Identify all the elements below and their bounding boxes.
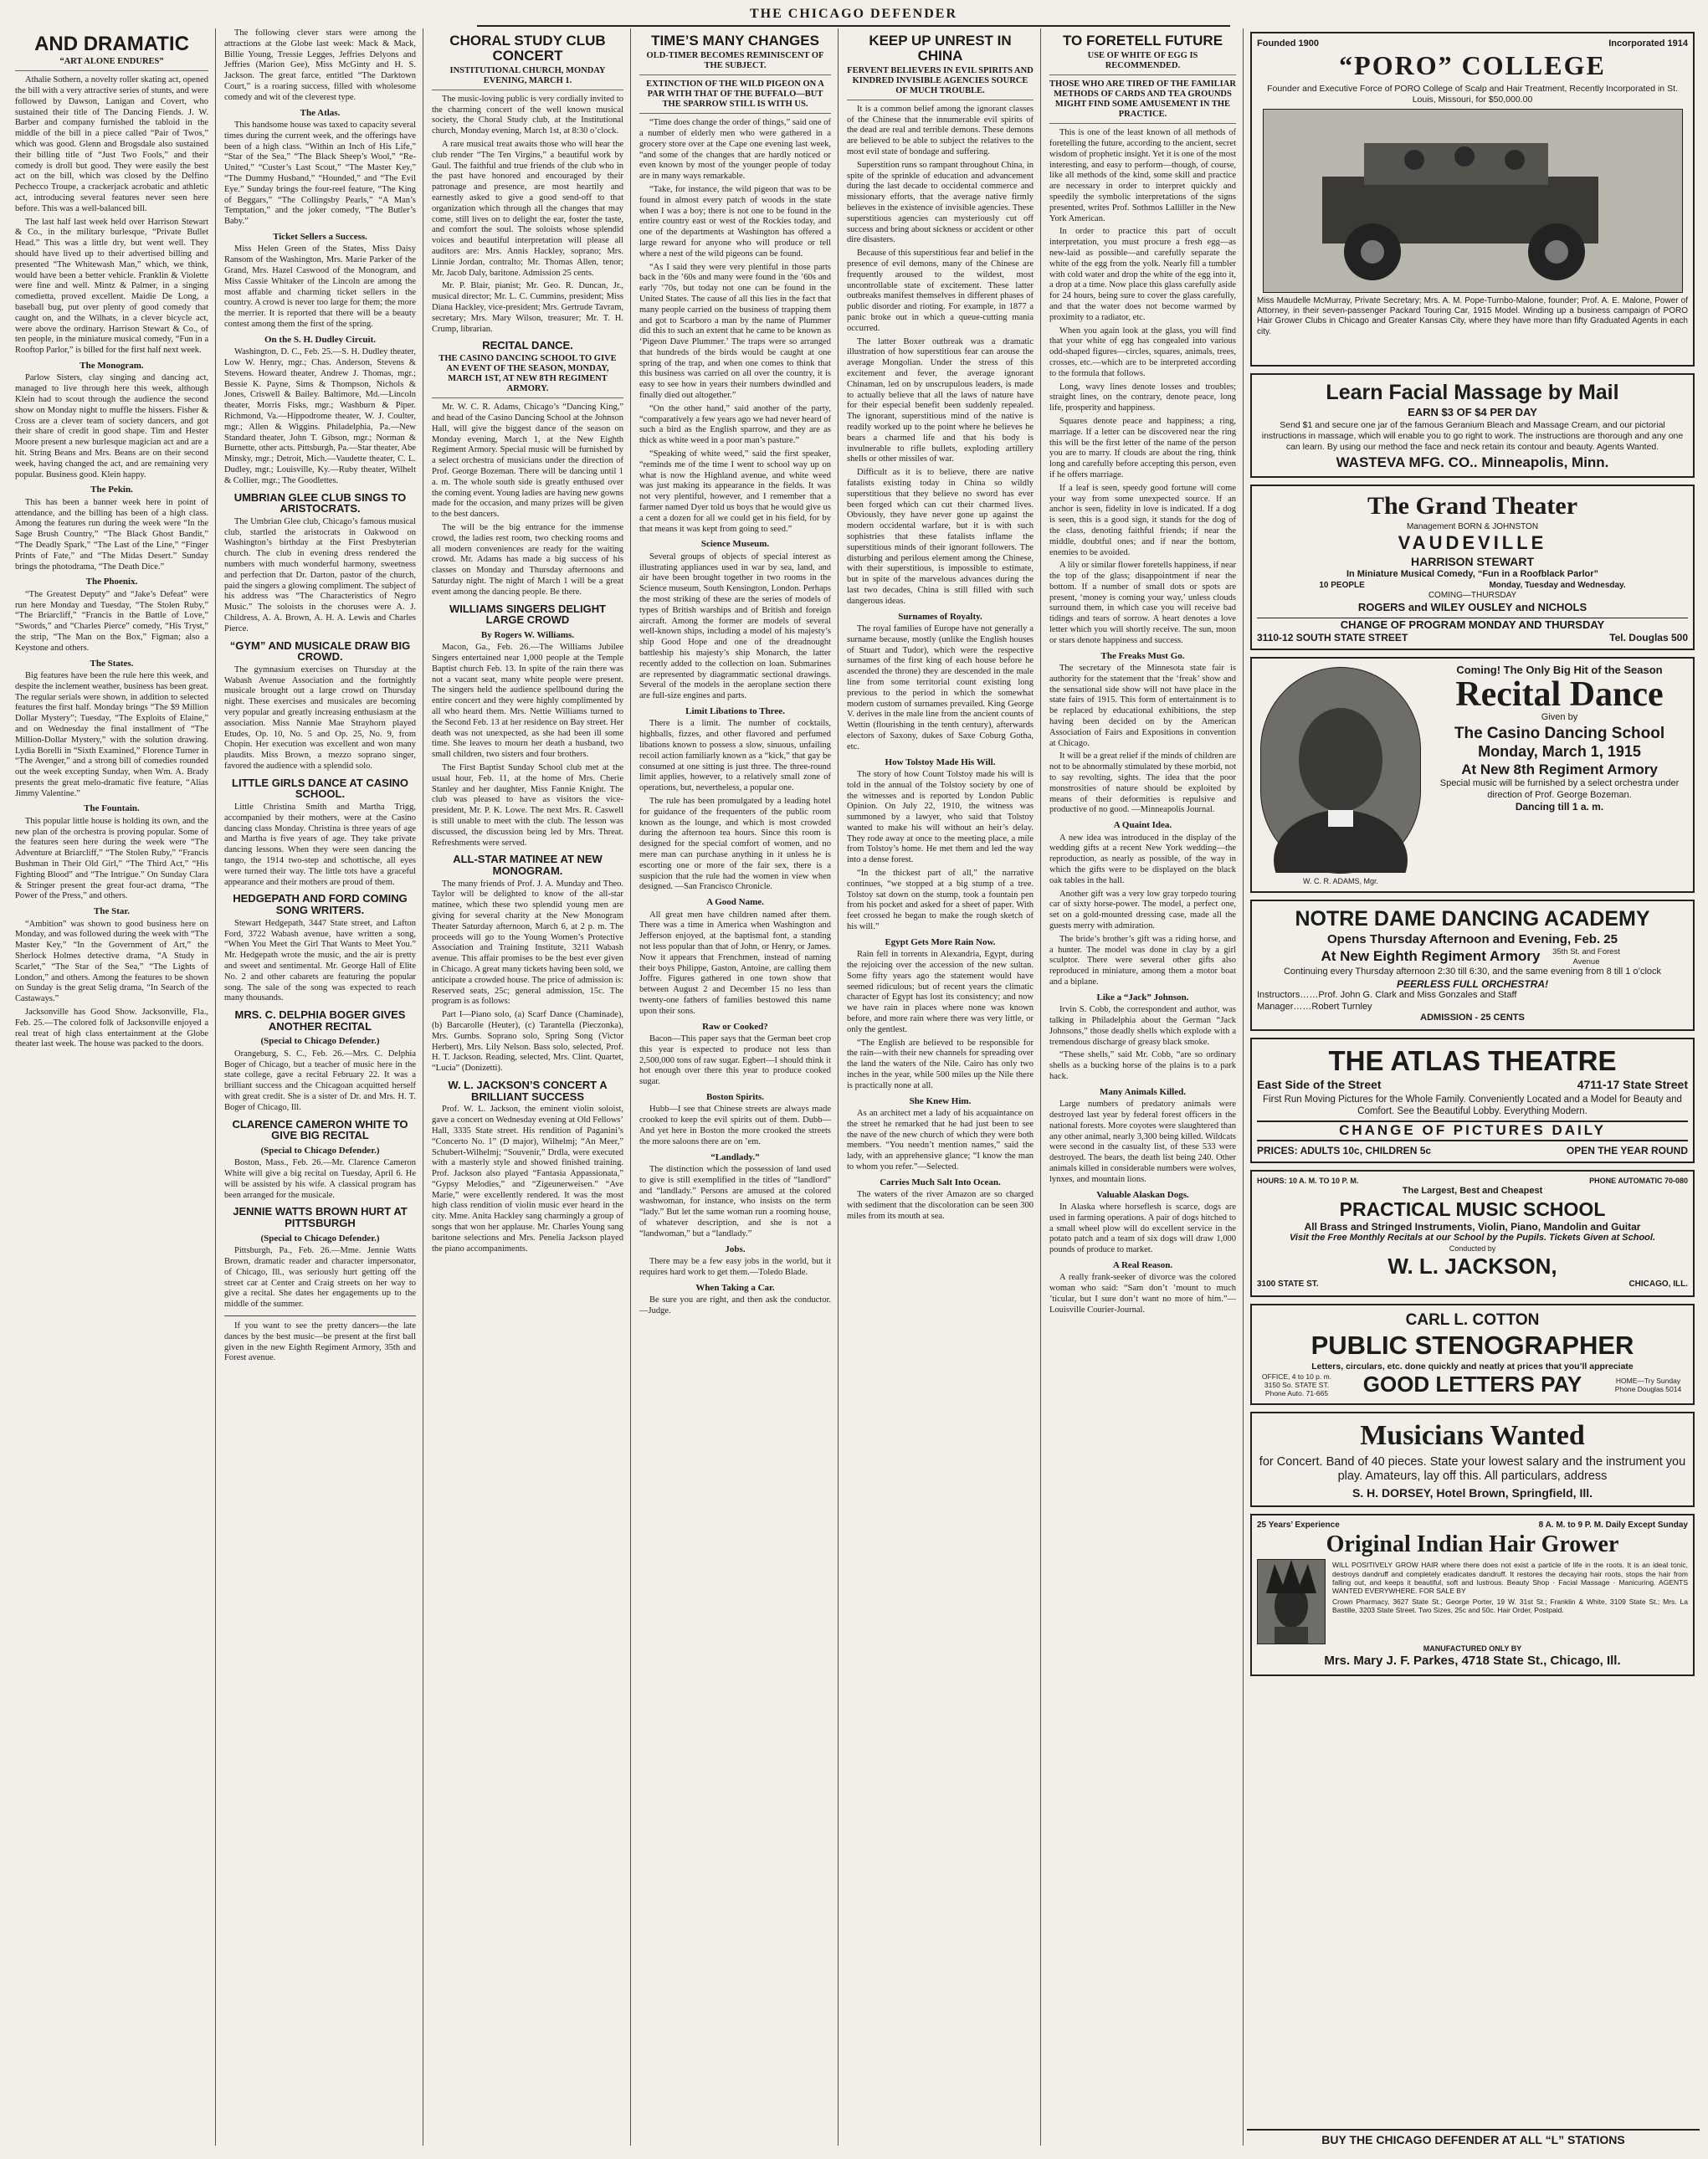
paragraph: The will be the big entrance for the immense crowd, the ladies rest room, two checking rooms and all modern conveniences are ready for the waiting crowd. Mr. Adams has made a big success of his classes on Monday and Thursday afternoons and Saturday night. The night of March 1 will be a great event among the dancing people. Be there. xyxy=(432,523,623,597)
recital-title: Recital Dance xyxy=(1455,675,1664,715)
ad-facial-massage xyxy=(1250,373,1695,478)
subhead-states: The States. xyxy=(90,658,134,669)
paragraph: The following clever stars were among the attractions at the Globe last week: Mack & Mack, Billie Young, Tressie Legges, Jeffries Delyons and Jeffries (Marion Gee), Miss McGinty and H. S. Jackson. The great farce, entitled “The Darktown Court,” is a roaring success, filled with wholesome comedy and wit of the cleverest type. xyxy=(224,28,416,102)
school-address: 3100 STATE ST. xyxy=(1257,1280,1319,1290)
subhead-royalty: Surnames of Royalty. xyxy=(898,611,982,622)
portrait-caption: W. C. R. ADAMS, Mgr. xyxy=(1302,877,1378,886)
subhead-landlady: “Landlady.” xyxy=(710,1151,760,1162)
paragraph: “Ambition” was shown to good business here on Monday, and was followed during the week with “The Master Key,” “In the Government of Art,” the Sherlock Holmes detective drama, “A Study in Scarlet,” “The Star of the Sea,” “The Lights of London,” and others. Among the features to be shown on Sunday is the great Selig drama, “In Search of the Castaways.” xyxy=(15,919,208,1004)
headline-little-girls: LITTLE GIRLS DANCE AT CASINO SCHOOL. xyxy=(232,776,408,801)
recital-armory: At New 8th Regiment Armory xyxy=(1461,761,1658,777)
paragraph: In order to practice this part of occult interpretation, you must procure a fresh egg—as new-laid as possible—and carefully separate the white of the egg from the yolk. Nearly fill a tumbler with cold water and drop the white of the egg into it, a drop at a time. Now place this glass carefully aside for 24 hours, being sure to cover the glass carefully, and that the water does not become warmed by proximity to a radiator, etc. xyxy=(1049,227,1236,322)
grand-headliner: HARRISON STEWART xyxy=(1411,555,1534,569)
byline: By Rogers W. Williams. xyxy=(480,629,575,640)
atlas-side: East Side of the Street xyxy=(1257,1077,1382,1091)
massage-company: WASTEVA MFG. CO.. Minneapolis, Minn. xyxy=(1336,454,1609,470)
column-globe xyxy=(218,28,423,2146)
paragraph: Prof. W. L. Jackson, the eminent violin soloist, gave a concert on Wednesday evening at Old Fellows’ Hall, 3335 State street. His rendition of Paganini’s “Concerto No. 1” (D major), Wilhelmj; “An Meer,” Schubert-Wilhelmj; “Souvenir,” Drdla, were executed with a masterly style and showed finished training. Prof. Jackson also played “Fantasia Appassionata,” “Gypsy Melodies,” and “Zigeunerweisen.” “Ave Marie,” were excellently rendered. It was the most high class rendition of violin music ever heard in the city. Mme. Anita Hackley sang charmingly a group of songs that won her applause. Mr. Charles Young sang baritone selections and Mrs. Penelia Jackson played the piano accompaniments. xyxy=(432,1105,623,1254)
paragraph: Pittsburgh, Pa., Feb. 26.—Mme. Jennie Watts Brown, dramatic reader and character impersonator, of Chicago, Ill., was seriously hurt getting off the street car at Center and Craig streets on her way to give a recital. She dates her engagements up to the middle of the summer. xyxy=(224,1246,416,1310)
musicians-body: for Concert. Band of 40 pieces. State your lowest salary and the instrument you play. Amateurs, lay off this. All particulars, address xyxy=(1259,1454,1686,1484)
portrait-photo xyxy=(1260,667,1421,874)
subhead-salt: Carries Much Salt Into Ocean. xyxy=(880,1177,1001,1187)
massage-earn: EARN $3 OF $4 PER DAY xyxy=(1408,405,1537,418)
school-phone: PHONE AUTOMATIC 70-080 xyxy=(1589,1177,1688,1186)
headline-williams-singers: WILLIAMS SINGERS DELIGHT LARGE CROWD xyxy=(449,602,607,627)
school-title: PRACTICAL MUSIC SCHOOL xyxy=(1339,1197,1606,1220)
subhead-monogram: The Monogram. xyxy=(80,360,144,371)
dek-dramatic: “ART ALONE ENDURES” xyxy=(15,57,208,71)
atlas-address: 4711-17 State Street xyxy=(1577,1077,1688,1091)
headline-foretell-future: TO FORETELL FUTURE xyxy=(1062,33,1223,49)
paragraph: The First Baptist Sunday School club met at the usual hour, Feb. 11, at the home of Mrs. Cherie Stanley and her daughter, Miss Fannie Knight. The club was pleased to have as visitors the vice-president, Mr. P. K. Lowe. The next Mrs. R. Caswell is still unable to meet with the club. The lesson was discussed, the discussion being led by Mrs. Threat. Refreshments were served. xyxy=(432,763,623,848)
paragraph: Long, wavy lines denote losses and troubles; straight lines, on the contrary, denote peace, long life, prosperity and happiness. xyxy=(1049,382,1236,413)
headline-white: CLARENCE CAMERON WHITE TO GIVE BIG RECITAL xyxy=(232,1117,408,1142)
headline-recital-dance: RECITAL DANCE. xyxy=(482,339,573,352)
notre-title: NOTRE DAME DANCING ACADEMY xyxy=(1295,907,1650,931)
musicians-address: S. H. DORSEY, Hotel Brown, Springfield, Ill. xyxy=(1352,1485,1593,1500)
paragraph: Squares denote peace and happiness; a ring, marriage. If a letter can be discovered near the ring this will be the first letter of the name of the person you are to marry. If clouds are about the ring, think long and carefully before accepting this person, even if he offers marriage. xyxy=(1049,416,1236,479)
paragraph: “The Greatest Deputy” and “Jake’s Defeat” were run here Monday and Tuesday, “The Stolen Ruby,” “The Briarcliff,” “Francis in the Battle of Love,” “Swords,” and “Charles Pierce” comedy, “His Tryst,” the strip, “The Man on the Box,” Figman; also a Keystone and others. xyxy=(15,589,208,653)
headline-boger: MRS. C. DELPHIA BOGER GIVES ANOTHER RECITAL xyxy=(234,1008,406,1033)
school-hours: HOURS: 10 A. M. TO 10 P. M. xyxy=(1257,1177,1359,1186)
subhead-alaskan-dogs: Valuable Alaskan Dogs. xyxy=(1096,1189,1189,1200)
paragraph: If a leaf is seen, speedy good fortune will come your way from some unexpected source. If an anchor is seen, fidelity in love is indicated. If a dog is seen, this is a good sign, it stands for the dog of the class, denoting faithful friends; if near the middle, doubtful ones; and if near the bottom, enemies to be avoided. xyxy=(1049,483,1236,557)
musicians-title: Musicians Wanted xyxy=(1360,1420,1585,1452)
school-name: W. L. JACKSON, xyxy=(1387,1253,1557,1279)
notre-opens: Opens Thursday Afternoon and Evening, Feb. 25 xyxy=(1327,931,1618,946)
indian-manufactured: MANUFACTURED ONLY BY xyxy=(1423,1644,1522,1654)
poro-incorporated: Incorporated 1914 xyxy=(1608,38,1688,49)
subhead-fountain: The Fountain. xyxy=(84,803,140,814)
subhead-jobs: Jobs. xyxy=(725,1244,746,1254)
subhead-tolstoy: How Tolstoy Made His Will. xyxy=(885,756,996,767)
dek-china: FERVENT BELIEVERS IN EVIL SPIRITS AND KINDRED INVISIBLE AGENCIES SOURCE OF MUCH TROUBLE. xyxy=(847,66,1034,100)
headline-hedgepath: HEDGEPATH AND FORD COMING SONG WRITERS. xyxy=(233,892,408,917)
paragraph: The Umbrian Glee club, Chicago’s famous musical club, startled the aristocrats in Oakwood on Washington’s birthday at the First Presbyterian church. The club in evening dress rendered the numbers with much wonderful harmony, sweetness and perfection that Dr. Darton, pastor of the church, paid the singers a glowing compliment. The subject of his address was “The Characteristics of Negro Music.” The soloists in the choruses were A. J. Childress, A. A. Brown, A. H. A. Lewis and Charles Pierce. xyxy=(224,516,416,633)
paragraph: Large numbers of predatory animals were destroyed last year by federal forest officers in the national forests. More coyotes were slaughtered than any other animal, nearly 3,300 being killed. Wildcats were second in the casualty list, of these 533 were destroyed. The bears, the death list being 240. Other animals killed in considerable numbers were wolves, lynxes, and mountain lions. xyxy=(1049,1100,1236,1184)
paragraph: The latter Boxer outbreak was a dramatic illustration of how superstitious fear can arouse the average Mongolian. Under the stress of this excitement and fever, the average ignorant Chinaman, led on by unscrupulous leaders, is made to actually believe that all the laws of nature have for their especial benefit been suddenly repealed. The ignorant, superstitious mind of the native is readily worked up to the point where he believes he bears a charmed life and that his body is invulnerable to rifle bullets, exploding artillery shells or other missiles of war. xyxy=(847,336,1034,464)
paragraph: The bride’s brother’s gift was a riding horse, and a hunter. The model was done in clay by a girl sculptor. There were several other gifts also reproduced in miniature, among them a motor boat and a biplane. xyxy=(1049,934,1236,987)
poro-title: “PORO” COLLEGE xyxy=(1339,50,1606,81)
ad-musicians-wanted xyxy=(1250,1412,1695,1507)
ad-music-school xyxy=(1250,1170,1695,1296)
indian-portrait xyxy=(1257,1559,1326,1644)
dek-recital: THE CASINO DANCING SCHOOL TO GIVE AN EVENT OF THE SEASON, MONDAY, MARCH 1ST, AT NEW 8TH REGIMENT ARMORY. xyxy=(432,354,623,398)
column-choral xyxy=(425,28,631,2146)
recital-date: Monday, March 1, 1915 xyxy=(1478,742,1641,760)
school-city: CHICAGO, ILL. xyxy=(1628,1280,1688,1290)
cotton-name: CARL L. COTTON xyxy=(1405,1310,1540,1329)
paragraph: Jacksonville has Good Show. Jacksonville, Fla., Feb. 25.—The colored folk of Jacksonville enjoyed a real treat of high class entertainment at the Globe theater last week. The house was packed to the doors. xyxy=(15,1008,208,1049)
dek-egg: USE OF WHITE OF EGG IS RECOMMENDED. xyxy=(1049,51,1236,75)
headline-times-changes: TIME’S MANY CHANGES xyxy=(651,33,819,49)
headline-choral-study: CHORAL STUDY CLUB CONCERT xyxy=(449,33,606,64)
paragraph: As an architect met a lady of his acquaintance on the street he remarked that he had just been to see the nave of the new church of which they were both members. “You needn’t mention names,” said the lady, with an apprehensive glance; “I know the man to whom you refer.”—Selected. xyxy=(847,1109,1034,1172)
paragraph: “These shells,” said Mr. Cobb, “are so ordinary shells as a bucking horse of the plains is to a park hack. xyxy=(1049,1050,1236,1081)
headline-gym: “GYM” AND MUSICALE DRAW BIG CROWD. xyxy=(229,638,411,664)
cotton-office: OFFICE, 4 to 10 p. m. 3150 So. STATE ST. Phone Auto. 71-665 xyxy=(1261,1372,1332,1398)
paragraph: It will be a great relief if the minds of children are not to be abnormally stimulated by these morbid, not to say revolting, sights. The idea that the poor monstrosities of nature should be exploited by means of their deformities is repulsive and productive of no good. —Minneapolis Journal. xyxy=(1049,751,1236,815)
grand-address: 3110-12 SOUTH STATE STREET xyxy=(1257,631,1408,644)
paragraph: Several groups of objects of special interest as illustrating appliances used in war by sea, land, and air have been brought together in two rooms in the Science museum, South Kensington, London. Perhaps the most striking of these are the series of models of types of British warships and of British and foreign aircraft. Among the former are models of several well-known ships, including a model of his majesty’s ship Good Hope and one of the dreadnought battleship his majesty’s ship Monarch, the latter recently added to the collection on loan. Submarines are represented by diagrammatic sectional drawings. Several of the models in the aeroplane section there are full-size engines and parts. xyxy=(639,551,831,701)
atlas-change: CHANGE OF PICTURES DAILY xyxy=(1257,1121,1688,1141)
atlas-prices: PRICES: ADULTS 10c, CHILDREN 5c xyxy=(1257,1144,1432,1156)
ad-notre-dame xyxy=(1250,900,1695,1030)
paragraph: Parlow Sisters, clay singing and dancing act, managed to live through here this week, although Klein had to scout through the audience the second show on Monday night to muffle the hissers. Fisher & Cross are a clever team of society dancers, and got their share of credit in good shape. Tim and Hester Moore present a new burlesque magician act and are a hit. String Beans and Mrs. Beans are on their second week, having changed the act, and are remaining very popular. Business good. Klein happy. xyxy=(15,373,208,479)
paragraph: Miss Helen Green of the States, Miss Daisy Ransom of the Washington, Mrs. Marie Parker of the Grand, Mrs. Hazel Caswood of the Monogram, and Miss Cassie Whitaker of the Lincoln are among the most affable and charming ticket sellers in the country. A crowd is never too large for them; the more the merrier. It is reported that there will be a beauty contest among them the first of the spring. xyxy=(224,244,416,329)
subhead-real-reason: A Real Reason. xyxy=(1112,1259,1173,1270)
headline-umbrian: UMBRIAN GLEE CLUB SINGS TO ARISTOCRATS. xyxy=(233,490,407,515)
paragraph: This popular little house is holding its own, and the new plan of the orchestra is proving popular. Some of the features seen here during the week were “The Adventure at Briarcliff,” “The Stolen Ruby,” “Francis Bushman in Their Old Girl,” “The Third Act,” “His Fighting Blood” and “The Intrigue.” On Sunday Clara & Stringer present the great four-act drama, “The Power of the Press,” and others. xyxy=(15,816,208,901)
paragraph: A rare musical treat awaits those who will hear the club render “The Ten Virgins,” a beautiful work by Gaul. The faithful and true friends of the club who in the past have honored and encouraged by their patronage and presence, are most heartily and earnestly asked to give a good send-off to that organization which through all the changes that may come, still lives on to delight the ear, foster the taste, and comfort the soul. The soloists whose splendid voices and beautiful interpretation will please all auditors are: Mrs. Annis Hackley, soprano; Mrs. Linnie Jordan, contralto; Mr. Thomas Allen, tenor; Mr. Jacob Daly, baritone. Admission 25 cents. xyxy=(432,140,623,278)
indian-years: 25 Years’ Experience xyxy=(1257,1520,1340,1530)
massage-title: Learn Facial Massage by Mail xyxy=(1326,381,1619,404)
paragraph: “Time does change the order of things,” said one of a number of elderly men who were gathered in a grocery store over at the Cape one evening last week, “and some of the changes that are hardly noticed or even known by most of the younger people of today are in many ways remarkable. xyxy=(639,118,831,182)
indian-maker: Mrs. Mary J. F. Parkes, 4718 State St., Chicago, Ill. xyxy=(1324,1654,1621,1669)
paragraph: The music-loving public is very cordially invited to the charming concert of the well known musical society, the Choral Study club, at the Institutional church, Monday evening, March 1st, at 8:30 o’clock. xyxy=(432,94,623,136)
masthead: THE CHICAGO DEFENDER xyxy=(477,7,1230,27)
notre-street: 35th St. and Forest Avenue xyxy=(1552,947,1620,967)
grand-acts: ROGERS and WILEY OUSLEY and NICHOLS xyxy=(1357,600,1587,613)
paragraph: “Speaking of white weed,” said the first speaker, “reminds me of the time I went to school way up on what is now the Highland avenue, and white weed was just making its appearance in the fields. It was not very plentiful, however, and I remember that a farmer named Dyer told us boys that he would give us a cent a dozen for all we could get in his field, for by that means it was kept from going to seed.” xyxy=(639,449,831,534)
poro-founded: Founded 1900 xyxy=(1257,38,1319,49)
cotton-sub: Letters, circulars, etc. done quickly and neatly at prices that you’ll appreciate xyxy=(1311,1361,1634,1372)
paragraph: The secretary of the Minnesota state fair is authority for the statement that the ‘freak’ show and the sensational side show will not have place in the state fairs of 1915. This form of entertainment is to be replaced by educational exhibitions, the step having been decided on by the American Association of Fairs and Expositions in convention at Chicago. xyxy=(1049,664,1236,748)
column-china xyxy=(840,28,1041,2146)
column-times-changes xyxy=(633,28,839,2146)
paragraph: Macon, Ga., Feb. 26.—The Williams Jubilee Singers entertained near 1,000 people at the Temple Baptist church Feb. 13. In spite of the rain there was not a vacant seat, many white people were present. The singers held the audience spellbound during the entire concert and they were highly complimented by all who heard them. Mrs. Nettie Williams turned to the Second Feb. 13 at her residence on Bay street. Her death was not unexpected, as she had been ill some time. She leaves to mourn her death a husband, two small children, two sisters and four brothers. xyxy=(432,643,623,760)
subhead-dudley-circuit: On the S. H. Dudley Circuit. xyxy=(264,334,377,345)
headline-jackson-concert: W. L. JACKSON’S CONCERT A BRILLIANT SUCCESS xyxy=(448,1079,608,1103)
subhead-museum: Science Museum. xyxy=(700,539,770,550)
paragraph: A new idea was introduced in the display of the wedding gifts at a recent New York wedding—the reproduction, as nearly as possible, of the way in which the gifts were to be displayed on the black oak tables in the hall. xyxy=(1049,833,1236,885)
headline-china-unrest: KEEP UP UNREST IN CHINA xyxy=(869,33,1012,64)
paragraph: The royal families of Europe have not generally a surname because, mostly (unlike the English houses of Stuart and Tudor), which were the respective surnames of the first king of each house before he ascended the throne) they are descended in the male line from some territorial count existing long previous to the period in which the somewhat modern custom of surnames prevailed. King George V. derives in the male line from the ancient counts of Wettin (flourishing in the tenth century), afterwards electors of Saxony, dukes of Saxe Coburg Gotha, etc. xyxy=(847,623,1034,751)
paragraph: This handsome house was taxed to capacity several times during the current week, and the offerings have been of a high class. “Within an Inch of His Life,” “Star of the Sea,” “The Black Sheep’s Wool,” “Re-United,” “Custer’s Last Scout,” “The Master Key,” “The Dummy Husband,” “Hounded,” and “The Evil Eye.” Sunday brings the four-reel feature, “The King of Beggars,” “The Collingsby Pearls,” “A Man’s Temptation,” and the joker comedy, “The Butler’s Baby.” xyxy=(224,120,416,227)
subhead-raw-cooked: Raw or Cooked? xyxy=(702,1021,768,1032)
paragraph: “Take, for instance, the wild pigeon that was to be found in almost every patch of woods in the state when I was a boy; there is not one to be found in the entire country east or west of the Rockies today, and one of the departments at Washington has offered a large reward for anyone who will produce or tell where a nest of the wild pigeons can be found. xyxy=(639,184,831,259)
ad-grand-theater xyxy=(1250,485,1695,650)
paragraph: Mr. W. C. R. Adams, Chicago’s “Dancing King,” and head of the Casino Dancing School at the Johnson Hall, will give the biggest dance of the season on Monday evening, March 1, at the New Eighth Regiment Armory. Special music will be furnished by a select orchestra of musicians under the direction of Prof. George Bozeman. There will be dancing until 1 a. m. The whole south side is greatly enthused over the coming event. Young ladies are having new gowns made for the occasion, and many prizes will be given to the best dancers. xyxy=(432,403,623,520)
dek-pigeon: EXTINCTION OF THE WILD PIGEON ON A PAR WITH THAT OF THE BUFFALO—BUT THE SPARROW STILL IS WITH US. xyxy=(639,79,831,114)
grand-show: In Miniature Musical Comedy, “Fun in a Roofblack Parlor” xyxy=(1346,569,1599,580)
subhead-taking-car: When Taking a Car. xyxy=(695,1282,775,1293)
subhead-libations: Limit Libations to Three. xyxy=(685,706,785,716)
grand-management: Management BORN & JOHNSTON xyxy=(1406,522,1539,532)
paragraph: There is a limit. The number of cocktails, highballs, fizzes, and other flavored and perfumed libations known to possess a slow, sinuous, unfailing recoil action familiarly known as a “kick,” that gay be consumed at one sitting is just three. The three-round limit applies, however, to a relatively small zone of operations, but, nevertheless, a popular one. xyxy=(639,719,831,793)
paragraph: Part I—Piano solo, (a) Scarf Dance (Chaminade), (b) Barcarolle (Heuter), (c) Tarantella (Pieczonka), Mrs. Gumbs. Soprano solo, Spring Song (Victor Herbert), Mrs. Lily Nelson. Bass solo, selected, Prof. H. T. Jackson. Reading, selected, Mrs. Clint. Quartet, “Lucia” (Donizetti). xyxy=(432,1010,623,1074)
automobile-photo xyxy=(1263,109,1683,293)
column-advertisements xyxy=(1245,28,1700,2146)
paragraph: The waters of the river Amazon are so charged with sediment that the discoloration can be seen 300 miles from its mouth at sea. xyxy=(847,1190,1034,1221)
byline: (Special to Chicago Defender.) xyxy=(260,1036,380,1047)
subhead-animals: Many Animals Killed. xyxy=(1100,1086,1186,1097)
subhead-jack-johnson: Like a “Jack” Johnson. xyxy=(1096,992,1189,1003)
indian-body: WILL POSITIVELY GROW HAIR where there does not exist a particle of life in the roots. It is an ideal tonic, destroys dandruff and completely eradicates dandruff. It restores the decaying hair roots, stops the hair from falling out, and keeps it beautiful, soft and lustrous. Beauty Shop · Facial Massage · Manicuring. AGENTS WANTED EVERYWHERE. FOR SALE BY xyxy=(1332,1561,1688,1596)
ad-indian-hair-grower xyxy=(1250,1514,1695,1676)
ad-poro-college xyxy=(1250,32,1695,367)
atlas-body: First Run Moving Pictures for the Whole Family. Conveniently Located and a Model for Beauty and Comfort. See the Beautiful Lobby. Everything Modern. xyxy=(1263,1094,1682,1116)
poro-caption: Miss Maudelle McMurray, Private Secretary; Mrs. A. M. Pope-Turnbo-Malone, founder; Prof. A. E. Malone, Power of Attorney, in their seven-passenger Packard Touring Car, 1915 Model. Winding up a business campaign of PORO Hair Grower Clubs in Chicago and Greater Kansas City, where they have more than fifty Graduated Agents in each city. xyxy=(1257,296,1688,336)
paragraph: The rule has been promulgated by a leading hotel for guidance of the frequenters of the public room known as the lounge, and which is most crowded during the afternoon tea hours. Since this room is designed for the special comfort of women, and no mere man can purchase anything in it unless he is escorting one or more of the fair sex, there is a suspicion that the rule had the women in view when designed. —San Francisco Chronicle. xyxy=(639,796,831,892)
subhead-quaint-idea: A Quaint Idea. xyxy=(1113,820,1172,831)
headdress-icon xyxy=(1258,1560,1325,1644)
recital-coming: Coming! The Only Big Hit of the Season xyxy=(1456,664,1663,677)
grand-vaudeville: VAUDEVILLE xyxy=(1398,532,1547,554)
cotton-home: HOME—Try Sunday Phone Douglas 5014 xyxy=(1614,1376,1682,1394)
recital-school: The Casino Dancing School xyxy=(1454,724,1665,742)
touring-car-icon xyxy=(1264,110,1682,292)
paragraph: “In the thickest part of all,” the narrative continues, “we stopped at a big stump of a tree. Tolstoy sat down on the stump, took a fountain pen from his pocket and asked for a sheet of paper. With feet crossed he began to make the rough sketch of his will.” xyxy=(847,869,1034,932)
dek-choral: INSTITUTIONAL CHURCH, MONDAY EVENING, MARCH 1. xyxy=(432,66,623,90)
poro-description: Founder and Executive Force of PORO College of Scalp and Hair Treatment, Recently Incorporated in St. Louis, Missouri, for $50,000.00 xyxy=(1267,84,1678,105)
paragraph: Bacon—This paper says that the German beet crop this year is expected to produce not less than 2,500,000 tons of raw sugar. Egbert—I should think it hot enough over there this year to produce cooked sugar. xyxy=(639,1033,831,1087)
paragraph: Irvin S. Cobb, the correspondent and author, was talking in Philadelphia about the German “Jack Johnsons,” those deadly shells which explode with a tremendous discharge of greasy black smoke. xyxy=(1049,1005,1236,1047)
subhead-pekin: The Pekin. xyxy=(90,485,133,495)
notre-continuing: Continuing every Thursday afternoon 2:30 till 6:30, and the same evening from 8 till 1 o’clock xyxy=(1283,967,1662,977)
subhead-boston: Boston Spirits. xyxy=(705,1091,765,1102)
headline-all-star: ALL-STAR MATINEE AT NEW MONOGRAM. xyxy=(453,853,603,878)
recital-music: Special music will be furnished by a select orchestra under direction of Prof. George Bozeman. xyxy=(1439,778,1680,800)
dek-old-timer: OLD-TIMER BECOMES REMINISCENT OF THE SUBJECT. xyxy=(639,51,831,75)
ad-atlas-theatre xyxy=(1250,1038,1695,1164)
paragraph: Another gift was a very low gray torpedo touring car of sixty horse-power. The model, a perfect one, set on a gold-mounted dressing case, made all the guests merry with admiration. xyxy=(1049,889,1236,931)
column-foretell xyxy=(1043,28,1244,2146)
paragraph: When you again look at the glass, you will find that your white of egg has congealed into various odd-shaped figures—circles, squares, animals, trees, crosses, etc.—which are to be interpreted according to the formula that follows. xyxy=(1049,326,1236,378)
portrait-icon xyxy=(1261,668,1420,873)
headline-dramatic: AND DRAMATIC xyxy=(34,33,189,55)
byline: (Special to Chicago Defender.) xyxy=(260,1145,380,1156)
atlas-open: OPEN THE YEAR ROUND xyxy=(1566,1144,1688,1156)
atlas-title: THE ATLAS THEATRE xyxy=(1328,1044,1617,1076)
headline-jennie-brown: JENNIE WATTS BROWN HURT AT PITTSBURGH xyxy=(233,1205,408,1230)
paragraph: Little Christina Smith and Martha Trigg, accompanied by their mothers, were at the Casino dancing class Monday. Christina is three years of age and Martha is five years of age. They take private dancing lessons. When they were seen dancing the tango, the 1914 two-step and schottische, all eyes were turned their way. The little tots have a graceful appearance and their mothers are proud of them. xyxy=(224,803,416,887)
footer-buy-defender: BUY THE CHICAGO DEFENDER AT ALL “L” STATIONS xyxy=(1247,2129,1700,2149)
paragraph: “As I said they were very plentiful in those parts back in the ’60s and many were found in the ’60s and early ’70s, but today not one can be found in the United States. The cause of all this lies in the fact that many people carried on the business of trapping them and got to Scarboro a man by the name of Plummer did this to such an extent that he came to be known as ‘Pigeon Dave Plummer.’ The traps were so arranged that hundreds of the birds would be caught at one spring of the trap, and when one comes to think that this business was carried on all over the country, it is easy to see how in years their numbers dwindled and finally died out altogether.” xyxy=(639,262,831,401)
paragraph: There may be a few easy jobs in the world, but it requires hard work to get them.—Toledo Blade. xyxy=(639,1256,831,1277)
paragraph: The distinction which the possession of land used to give is still exemplified in the titles of “landlord” and “landlady.” Persons are amused at the colored washwoman, for instance, who insists on the term “lady.” But let the same woman run a rooming house, of whatever description, and she is not a “landwoman,” but a “landlady.” xyxy=(639,1164,831,1238)
paragraph: The many friends of Prof. J. A. Munday and Theo. Taylor will be delighted to know of the all-star matinee, which these two splendid young men are giving for several charity at the New Monogram Theater Saturday afternoon, March 6, at 2 p. m. The proceeds will go to the Young Women’s Protective Association and Training Institute, 3211 Wabash avenue. This affair promises to be the best ever given in Chicago. A great many tickets having been sold, we anticipate a crowded house. The price of admission is: Reserved seats, 25c; general admission, 15c. The program is as follows: xyxy=(432,879,623,1007)
grand-telephone: Tel. Douglas 500 xyxy=(1609,631,1688,644)
subhead-egypt: Egypt Gets More Rain Now. xyxy=(885,936,996,947)
paragraph: Superstition runs so rampant throughout China, in spite of the sprinkle of education and advancement during the last decade to occidental commerce and missionary efforts, that the average native firmly believes in the existence of invisible agencies. These superstitious agencies can mysteriously cut off success and bring about sickness or accident or other dire disasters. xyxy=(847,160,1034,245)
recital-given-by: Given by xyxy=(1541,712,1578,723)
massage-body: Send $1 and secure one jar of the famous Geranium Bleach and Massage Cream, and our pictorial instructions in massage, which will enable you to go right to work. The instructions are thorough and any one can learn. By using our method the face and neck retain its contour and beauty. Agents Wanted. xyxy=(1261,420,1684,452)
paragraph: Orangeburg, S. C., Feb. 26.—Mrs. C. Delphia Boger of Chicago, but a teacher of music here in the state college, gave a recital February 22. It was a brilliant success and the Chicagoan acquitted herself with great credit. She is a sister of Dr. and Mrs. H. T. Boger of Chicago, Ill. xyxy=(224,1049,416,1112)
grand-days: Monday, Tuesday and Wednesday. xyxy=(1489,580,1626,590)
school-instruments: All Brass and Stringed Instruments, Violin, Piano, Mandolin and Guitar xyxy=(1304,1220,1641,1233)
grand-title: The Grand Theater xyxy=(1367,492,1578,521)
column-dramatic xyxy=(8,28,216,2146)
paragraph: It is a common belief among the ignorant classes of the Chinese that the innumerable evil spirits of the dead are real and terrible demons. These demons are believed to be able to subject the relatives to the most evil state of bondage and suffering. xyxy=(847,104,1034,157)
subhead-star: The Star. xyxy=(94,906,130,917)
indian-hours: 8 A. M. to 9 P. M. Daily Except Sunday xyxy=(1538,1520,1688,1530)
notre-armory: At New Eighth Regiment Armory xyxy=(1321,948,1541,965)
subhead-atlas: The Atlas. xyxy=(300,107,341,118)
paragraph: The story of how Count Tolstoy made his will is told in the annual of the Tolstoy society by one of the witnesses and is reported by London Public Opinion. On July 22, 1910, the witness was summoned by a lawyer, who said that Tolstoy wanted to make his will without an heir’s delay. They rode away at once to the meeting place, a mile from Tolstoy’s home. He met them and led the way into a dense forest. xyxy=(847,769,1034,865)
paragraph: The gymnasium exercises on Thursday at the Wabash Avenue Association and the fortnightly musicale brought out a large crowd on Thursday night. These exercises and musicales are becoming very popular and greatly increasing enthusiasm at the association. Miss Nannie Mae Strayhorn played Etudes, Op. 10, No. 5 and Op. 25, No. 9, from Chopin. Her execution was excellent and won many plaudits. Miss Brown, a mezzo soprano singer, favored the audience with a splendid solo. xyxy=(224,664,416,771)
grand-coming: COMING—THURSDAY xyxy=(1428,590,1517,600)
notre-admission: ADMISSION - 25 CENTS xyxy=(1420,1013,1525,1023)
subhead-good-name: A Good Name. xyxy=(706,897,764,908)
school-conducted: Conducted by xyxy=(1449,1244,1496,1253)
paragraph: Rain fell in torrents in Alexandria, Egypt, during the rejoicing over the accession of the new sultan. Some fifty years ago the statement would have seemed ridiculous; but of recent years the climatic character of Egypt has lost its consistency; and now we have rain in places where none was known before, and more rain where there was very little, or only the gentlest. xyxy=(847,950,1034,1034)
paragraph: This has been a banner week here in point of attendance, and the billing has been of a high class. Among the features run during the week were “In the Sage Brush Country,” “The Black Ghost Bandit,” “The Deadly Spark,” “The Last of the Line,” “Finger Prints of Fate,” and “The Midas Desert.” Sunday brings the photodrama, “The Death Dice.” xyxy=(15,497,208,572)
paragraph: A really frank-seeker of divorce was the colored woman who said: “Sam don’t ’mount to much ’ticular, but I sure don’t want no more of him.”—Louisville Courier-Journal. xyxy=(1049,1273,1236,1315)
dek-tea-grounds: THOSE WHO ARE TIRED OF THE FAMILIAR METHODS OF CARDS AND TEA GROUNDS MIGHT FIND SOME AMUSEMENT IN THE PRACTICE. xyxy=(1049,79,1236,124)
notre-instructors: Instructors……Prof. John G. Clark and Miss Gonzales and Staff xyxy=(1257,990,1517,1001)
paragraph: Because of this superstitious fear and belief in the presence of evil demons, many of the Chinese are frequently aroused to the wildest, most uncontrollable state of excitement. These latter outbreaks manifest themselves in different phases of public disorder and rioting. For example, in 1877 a panic broke out in which a queue-cutting mania occurred. xyxy=(847,249,1034,333)
indian-dealers: Crown Pharmacy, 3627 State St.; George Porter, 19 W. 31st St.; Franklin & White, 3109 State St.; Mrs. La Bastille, 3203 State Street. Two Sizes, 25c and 50c. Hair Order, Postpaid. xyxy=(1332,1597,1688,1615)
ad-stenographer xyxy=(1250,1304,1695,1406)
paragraph: Hubb—I see that Chinese streets are always made crooked to keep the evil spirits out of them. Dubb—And yet here in Boston the more crooked the streets the more saloons there are on ’em. xyxy=(639,1105,831,1146)
subhead-ticket-sellers: Ticket Sellers a Success. xyxy=(273,231,367,242)
recital-until: Dancing till 1 a. m. xyxy=(1515,801,1604,813)
grand-people: 10 PEOPLE xyxy=(1319,580,1365,590)
paragraph: Be sure you are right, and then ask the conductor.—Judge. xyxy=(639,1295,831,1315)
cotton-title: PUBLIC STENOGRAPHER xyxy=(1310,1330,1634,1360)
divider xyxy=(224,1315,416,1316)
paragraph: Athalie Sothern, a novelty roller skating act, opened the bill with a very attractive series of stunts, and were followed by Dawson, Lanigan and Covert, who sustained their title of The Dancing Fiends. J. W. Barber and company furnished the tabloid in the middle of the bill in a piece called “Pair of Twos,” which was good. Glenn and Brogsdale also sustained their billing title of “Just Two Fools,” and their comedy is droll but good. They were easily the best act on the bill, which was closed by the Delfino Pechecco Troupe, a crackerjack acrobatic and athletic act, introducing several features never seen here before. This was a well-balanced bill. xyxy=(15,75,208,213)
paragraph: In Alaska where horseflesh is scarce, dogs are used in farming operations. A pair of dogs hitched to a small wheel plow will do excellent service in the potato patch and a team of six dogs will draw 1,000 pounds of produce to market. xyxy=(1049,1202,1236,1255)
byline: (Special to Chicago Defender.) xyxy=(260,1233,380,1244)
cotton-good-letters: GOOD LETTERS PAY xyxy=(1362,1372,1582,1397)
paragraph: A lily or similar flower foretells happiness, if near the top of the glass; disappointment if near the bottom. If a number of small dots or spots are present, ‘money is coming your way,’ unless clouds surround them, in which case you will receive bad tidings and tears of sorrow. A heart denotes a love letter which you will shortly receive. The sun, moon or stars denote happiness and success. xyxy=(1049,561,1236,645)
subhead-phoenix: The Phoenix. xyxy=(85,577,138,587)
paragraph: Difficult as it is to believe, there are native fatalists existing today in China so wildly superstitious that they believe no sword has ever been forged which can cut their charmed lives. Obviously, they have never gone up against the modern occidental warfare, but it is with such sophistries that these fatalists inflame the superstitious minds of their ignorant followers. The disturbing and perilous element among the Chinese, with their superstitious, is impossible to estimate, but in spite of the marvelous advances during the last two decades, China is still filled with such dangerous ideas. xyxy=(847,468,1034,606)
school-sub: The Largest, Best and Cheapest xyxy=(1402,1186,1543,1197)
paragraph: All great men have children named after them. There was a time in America when Washington and Jefferson enjoyed, at the baptismal font, a standing not less popular than that of John, or Henry, or James. Now it appears that Frenchmen, instead of naming their boys Philippe, Gaston, Antoine, are calling them Joffre. Figures gathered in one town show that between August 2 and December 15 no less than twenty-one fathers of families bestowed this name upon their sons. xyxy=(639,910,831,1016)
school-visit: Visit the Free Monthly Recitals at our School by the Pupils. Tickets Given at School. xyxy=(1289,1233,1656,1244)
paragraph: Washington, D. C., Feb. 25.—S. H. Dudley theater, Low W. Henry, mgr.; Chas. Anderson, Stevens & Stevens. Howard theater, Andrew J. Thomas, mgr.; Bessie K. Payne, Sims & Thompson, Nichols & Jones, Criswell & Bailey. Baltimore, Md.—Lincoln theater, Morris Fisks, mgr.; Washburn & Piper. Richmond, Va.—Hippodrome theater, W. J. Coulter, mgr.; Allen & Wiggins. Philadelphia, Pa.—New Standard theater, John T. Gibson, mgr.; Norman & Burnette, other acts. Pittsburgh, Pa.—Star theater, Abe Minsky, mgr.; Detroit, Mich.—Vaudette theater, C. L. Dudley, mgr.; Louisville, Ky.—Ruby theater, Wilhelt & Collier, mgr.; The Goodlettes. xyxy=(224,347,416,485)
paragraph: Mr. P. Blair, pianist; Mr. Geo. R. Duncan, Jr., musical director; Mr. L. C. Cummins, president; Miss Diana Hackley, vice-president; Mrs. Gertrude Tavram, secretary; Mrs. Mary Wilson, treasurer; Mr. T. H. Crump, librarian. xyxy=(432,281,623,334)
grand-change: CHANGE OF PROGRAM MONDAY AND THURSDAY xyxy=(1340,618,1605,631)
paragraph: Boston, Mass., Feb. 26.—Mr. Clarence Cameron White will give a big recital on Tuesday, April 6. He will be assisted by his wife. A classical program has been arranged for the musicale. xyxy=(224,1158,416,1200)
paragraph: “The English are believed to be responsible for the rain—with their new channels for spreading over the land the waters of the Nile. Cairo has only two inches in the year, while 500 miles up the Nile there is practically none at all. xyxy=(847,1038,1034,1090)
subhead-freaks: The Freaks Must Go. xyxy=(1100,650,1185,661)
paragraph: This is one of the least known of all methods of foretelling the future, according to the ancient, secret wisdom of prophetic insight. Yet it is one of the most interesting, and easy to perform—though, of course, like all methods of the kind, some skill and practice are necessary in order to interpret quickly and speedily the symbolic interpretations of the signs presented, writes Prof. Sothmos Lalliller in the New York American. xyxy=(1049,128,1236,223)
paragraph: Big features have been the rule here this week, and despite the inclement weather, business has been great. The regular serials were shown, in addition to selected features the first half. Monday brings “The $9 Million Dollar Mystery”; Tuesday, “The Exploits of Elaine,” and on Wednesday the final installment of “The Million-Dollar Mystery,” with the solution drawing. Lydia Borelli in “Sixth Examined,” Florence Turner in “The Avenger,” and a strong bill of comedies rounded out the week excepting Sunday, when Wm. A. Brady presents the great melo-dramatic five feature, “Alias Jimmy Valentine.” xyxy=(15,670,208,798)
subhead-knew-him: She Knew Him. xyxy=(909,1095,972,1106)
paragraph: If you want to see the pretty dancers—the late dances by the best music—be present at the first ball given in the new Eighth Regiment Armory, 35th and Forest avenue. xyxy=(224,1321,416,1363)
paragraph: Stewart Hedgepath, 3447 State street, and Lafton Ford, 3722 Wabash avenue, have written a song, “When You Meet the Girl That Wants to Meet You.” Mr. Hedgepath wrote the music, and the air is pretty and sweet and sentimental. Mr. George Hall of Elite No. 2 and other cabarets are featuring the popular song. The sale of the song was expected to reach many thousands. xyxy=(224,918,416,1003)
notre-manager: Manager……Robert Turnley xyxy=(1257,1001,1372,1012)
paragraph: The last half last week held over Harrison Stewart & Co., in the military burlesque, “Private Bullet Head.” This was a little dry, but went well. They should have lived up to their advertised billing and presented “The Whitewash Man,” which, we think, would have been a better vehicle. Franklin & Violette were fine and well. Mintz & Palmer, in a singing comedietta, proved excellent. Maidie De Long, a baseball bug, put over plenty of good comedy that caught on, and the Wilhats, in a clever bicycle act, were above the ordinary. Harrison Stewart & Co., of ten people, in the miniature musical comedy, “Fun in a Rooftop Parlor,” is billed for the first half next week. xyxy=(15,217,208,356)
paragraph: “On the other hand,” said another of the party, “comparatively a few years ago we had never heard of such a bird as the English sparrow, and they are as thick as white weed in a poor man’s pasture.” xyxy=(639,403,831,446)
ad-recital-dance xyxy=(1250,657,1695,893)
notre-orchestra: PEERLESS FULL ORCHESTRA! xyxy=(1396,977,1549,990)
newspaper-page xyxy=(8,7,1700,2152)
indian-title: Original Indian Hair Grower xyxy=(1326,1531,1619,1558)
